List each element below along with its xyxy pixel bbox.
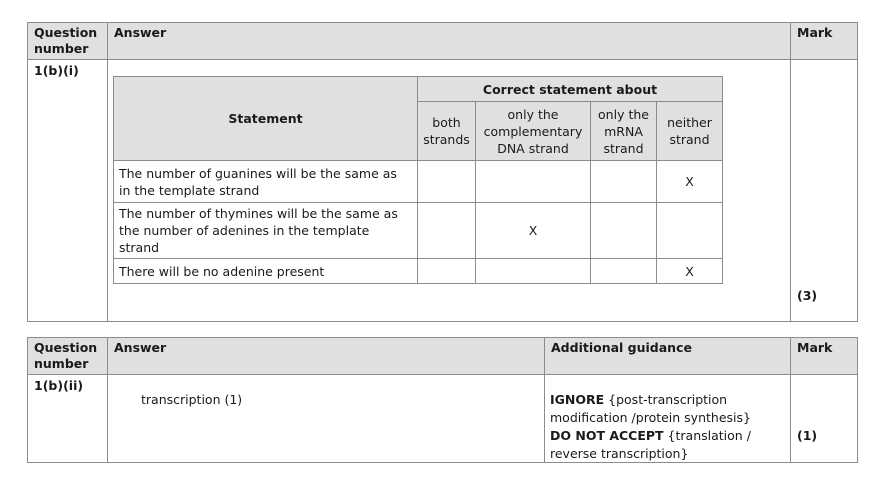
- answer-mark-cell: X: [657, 161, 723, 203]
- table-row: [114, 161, 723, 203]
- column-complementary-dna: only the complementary DNA strand: [476, 102, 591, 161]
- header-answer: Answer: [108, 338, 545, 375]
- answer-mark-cell: [591, 203, 657, 259]
- ignore-text: {post-transcription modification /protein synthesis}: [550, 392, 751, 425]
- statement-text: The number of guanines will be the same as in the template strand: [114, 161, 418, 203]
- answer-cell: [108, 375, 545, 463]
- mark-value: (3): [797, 288, 818, 303]
- header-question-number: Question number: [28, 338, 108, 375]
- ignore-label: IGNORE: [550, 392, 605, 407]
- answer-mark-cell: [418, 259, 476, 284]
- statement-text: The number of thymines will be the same as the number of adenines in the template strand: [114, 203, 418, 259]
- mark-value: (1): [797, 428, 818, 443]
- reject-label: DO NOT ACCEPT: [550, 428, 664, 443]
- mark-cell: [791, 60, 858, 322]
- column-mrna: only the mRNA strand: [591, 102, 657, 161]
- ignore-guidance: [550, 391, 788, 427]
- answer-mark-cell: [657, 203, 723, 259]
- reject-text: {translation / reverse transcription}: [550, 428, 751, 461]
- statement-table: [113, 76, 723, 284]
- correct-statement-header: Correct statement about: [418, 77, 723, 102]
- column-both-strands: both strands: [418, 102, 476, 161]
- answer-mark-cell: [476, 259, 591, 284]
- table-row: [114, 203, 723, 259]
- header-mark: Mark: [791, 338, 858, 375]
- answer-mark-cell: [591, 161, 657, 203]
- statement-text: There will be no adenine present: [114, 259, 418, 284]
- column-neither: neither strand: [657, 102, 723, 161]
- table-row: [114, 259, 723, 284]
- answer-mark-cell: [476, 161, 591, 203]
- header-question-number: Question number: [28, 23, 108, 60]
- answer-mark-cell: [418, 203, 476, 259]
- reject-guidance: [550, 427, 788, 463]
- answer-mark-cell: X: [657, 259, 723, 284]
- header-additional-guidance: Additional guidance: [545, 338, 791, 375]
- statement-header: Statement: [114, 77, 418, 161]
- answer-mark-cell: [591, 259, 657, 284]
- question-number: 1(b)(i): [28, 60, 108, 322]
- answer-text: transcription (1): [141, 392, 243, 407]
- answer-mark-cell: X: [476, 203, 591, 259]
- mark-cell: [791, 375, 858, 463]
- header-mark: Mark: [791, 23, 858, 60]
- answer-mark-cell: [418, 161, 476, 203]
- additional-guidance: [550, 391, 788, 463]
- question-number: 1(b)(ii): [28, 375, 108, 463]
- header-answer: Answer: [108, 23, 791, 60]
